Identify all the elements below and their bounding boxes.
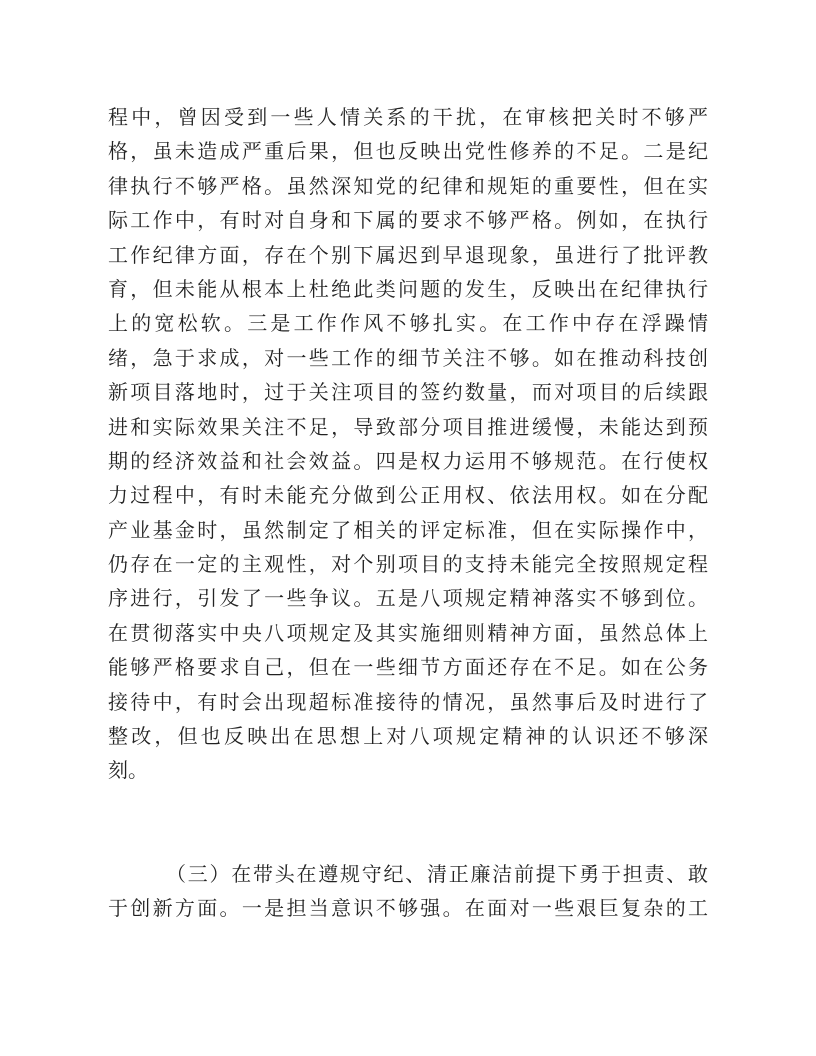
paragraph-line: 在贯彻落实中央八项规定及其实施细则精神方面，虽然总体上	[108, 620, 708, 645]
paragraph-line: 程中，曾因受到一些人情关系的干扰，在审核把关时不够严	[108, 105, 708, 129]
body-paragraph	[108, 100, 708, 788]
paragraph-line: 接待中，有时会出现超标准接待的情况，虽然事后及时进行了	[108, 689, 708, 714]
paragraph-line: 格，虽未造成严重后果，但也反映出党性修养的不足。二是纪	[108, 139, 708, 164]
section-paragraph	[108, 857, 708, 926]
paragraph-line: 于创新方面。一是担当意识不够强。在面对一些艰巨复杂的工	[108, 896, 708, 921]
paragraph-line: 绪，急于求成，对一些工作的细节关注不够。如在推动科技创	[108, 345, 708, 370]
paragraph-line: 进和实际效果关注不足，导致部分项目推进缓慢，未能达到预	[108, 414, 708, 439]
section-heading-line: （三）在带头在遵规守纪、清正廉洁前提下勇于担责、敢	[166, 862, 708, 886]
paragraph-line: 律执行不够严格。虽然深知党的纪律和规矩的重要性，但在实	[108, 173, 708, 198]
paragraph-line: 新项目落地时，过于关注项目的签约数量，而对项目的后续跟	[108, 380, 708, 405]
paragraph-line: 整改，但也反映出在思想上对八项规定精神的认识还不够深	[108, 724, 708, 749]
paragraph-line: 育，但未能从根本上杜绝此类问题的发生，反映出在纪律执行	[108, 276, 708, 301]
paragraph-line: 期的经济效益和社会效益。四是权力运用不够规范。在行使权	[108, 448, 708, 473]
paragraph-line: 仍存在一定的主观性，对个别项目的支持未能完全按照规定程	[108, 552, 708, 577]
paragraph-line: 上的宽松软。三是工作作风不够扎实。在工作中存在浮躁情	[108, 311, 708, 336]
paragraph-line: 能够严格要求自己，但在一些细节方面还存在不足。如在公务	[108, 655, 708, 680]
paragraph-line: 刻。	[108, 758, 148, 783]
paragraph-line: 序进行，引发了一些争议。五是八项规定精神落实不够到位。	[108, 586, 708, 611]
paragraph-line: 力过程中，有时未能充分做到公正用权、依法用权。如在分配	[108, 483, 708, 508]
paragraph-line: 际工作中，有时对自身和下属的要求不够严格。例如，在执行	[108, 208, 708, 233]
paragraph-line: 产业基金时，虽然制定了相关的评定标准，但在实际操作中，	[108, 517, 708, 542]
paragraph-line: 工作纪律方面，存在个别下属迟到早退现象，虽进行了批评教	[108, 242, 708, 267]
